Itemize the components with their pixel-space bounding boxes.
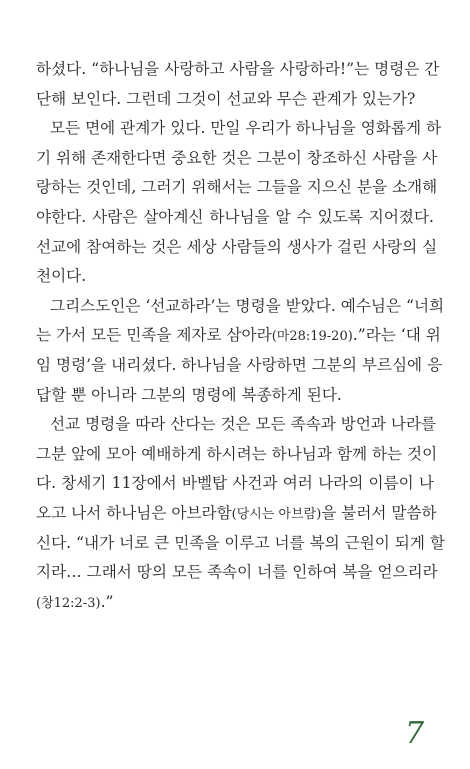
text-line: 다. 창세기 11장에서 바벨탑 사건과 여러 나라의 이름이 나 — [36, 474, 434, 493]
text-line: 천이다. — [36, 267, 87, 286]
text-line: 모든 면에 관계가 있다. 만일 우리가 하나님을 영화롭게 하 — [50, 119, 442, 138]
text-span: 오고 나서 하나님은 아브라함 — [36, 503, 232, 522]
text-line: 야한다. 사람은 살아계신 하나님을 알 수 있도록 지어졌다. — [36, 207, 434, 226]
text-span: .”라는 ‘대 위 — [352, 326, 441, 345]
page-number: 7 — [405, 716, 425, 751]
text-line: 답할 뿐 아니라 그분의 명령에 복종하게 된다. — [36, 385, 342, 404]
text-line: 그리스도인은 ‘선교하라’는 명령을 받았다. 예수님은 “너희 — [50, 296, 445, 315]
name-note: (당시는 아브람) — [231, 506, 322, 522]
text-line: 랑하는 것인데, 그러기 위해서는 그들을 지으신 분을 소개해 — [36, 178, 438, 197]
text-line — [36, 321, 441, 351]
text-span: 는 가서 모든 민족을 제자로 삼아라 — [36, 326, 272, 345]
text-line: 임 명령’을 내리셨다. 하나님을 사랑하면 그분의 부르심에 응 — [36, 355, 443, 374]
text-line: 지라… 그래서 땅의 모든 족속이 너를 인하여 복을 얻으리라 — [36, 563, 438, 582]
scripture-reference: (창12:2-3) — [36, 595, 101, 611]
text-line: 단해 보인다. 그런데 그것이 선교와 무슨 관계가 있는가? — [36, 89, 416, 108]
text-line: 선교에 참여하는 것은 세상 사람들의 생사가 걸린 사랑의 실 — [36, 237, 438, 256]
text-line — [36, 588, 434, 618]
text-span: 을 불러서 말씀하 — [321, 503, 437, 522]
scripture-reference: (마28:19-20) — [271, 329, 353, 345]
text-line: 그분 앞에 모아 예배하게 하시려는 하나님과 함께 하는 것이 — [36, 444, 438, 463]
text-line: 기 위해 존재한다면 중요한 것은 그분이 창조하신 사람을 사 — [36, 148, 438, 167]
text-span: .” — [100, 592, 114, 611]
text-line: 하셨다. “하나님을 사랑하고 사람을 사랑하라!”는 명령은 간 — [36, 60, 440, 78]
body-text — [36, 55, 445, 617]
text-line: 선교 명령을 따라 산다는 것은 모든 족속과 방언과 나라를 — [50, 415, 437, 434]
text-line: 신다. “내가 너로 큰 민족을 이루고 너를 복의 근원이 되게 할 — [36, 533, 445, 552]
text-line — [36, 499, 437, 529]
